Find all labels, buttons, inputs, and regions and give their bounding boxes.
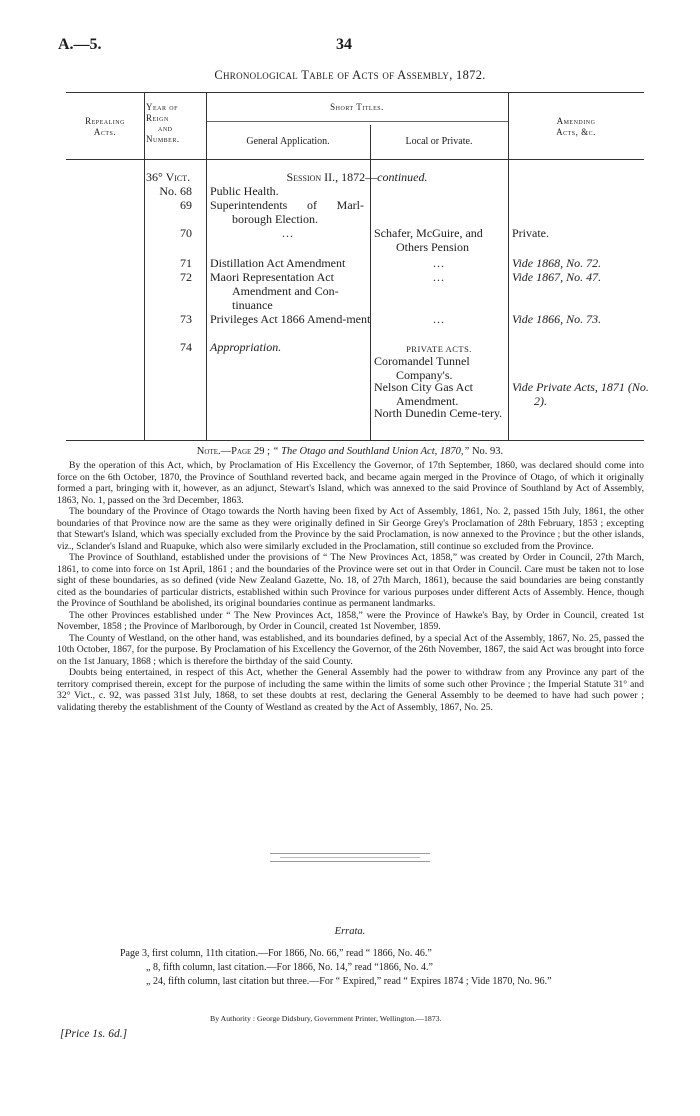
act-number: 71 <box>180 256 192 270</box>
general-title: Maori Representation Act Amendment and Con-tinuance <box>210 270 339 312</box>
table-header-rule <box>66 159 644 160</box>
note-paragraph: The County of Westland, on the other hand, was established, and its boundaries defined, by a special Act of the Assembly, 1867, No. 25, passed the 10th October, 1867, for the purpose. By Proclamation of his Excellency the Governor, of the 26th November, 1867, the said Act was brought into force on the 1st January, 1868 ; which is therefore the birthday of the said County. <box>57 632 644 667</box>
page-number: 34 <box>336 36 352 53</box>
reign-label: 36° Vict. <box>146 170 191 184</box>
page-reference: A.—5. <box>58 36 102 53</box>
col-divider-1 <box>144 92 145 440</box>
note-heading: Note.—Page 29 ; “ The Otago and Southland Union Act, 1870,” No. 93. <box>196 446 504 457</box>
table-title: Chronological Table of Acts of Assembly, 1872. <box>214 68 486 82</box>
act-number: 69 <box>180 198 192 212</box>
note-body <box>57 460 644 713</box>
section-divider <box>270 853 430 854</box>
amending-entry: Vide 1868, No. 72. <box>512 256 602 270</box>
general-title: Appropriation. <box>210 340 282 354</box>
general-title: Superintendents of Marl-borough Election. <box>210 198 364 226</box>
header-general: General Application. <box>246 136 330 147</box>
header-short-titles: Short Titles. <box>330 102 384 112</box>
table-bottom-rule <box>66 440 644 441</box>
act-number: 70 <box>180 226 192 240</box>
act-number: 73 <box>180 312 192 326</box>
printer-authority: By Authority : George Didsbury, Government Printer, Wellington.—1873. <box>210 1014 442 1023</box>
errata-heading: Errata. <box>334 926 366 937</box>
act-number: 72 <box>180 270 192 284</box>
general-title: Privileges Act 1866 Amend-ment <box>210 312 371 326</box>
private-act: North Dunedin Ceme-tery. <box>374 406 503 420</box>
errata-item: Page 3, first column, 11th citation.—For 1866, No. 66,” read “ 1866, No. 46.” <box>120 948 432 959</box>
session-heading: Session II., 1872—continued. <box>286 170 428 184</box>
general-title: Public Health. <box>210 184 279 198</box>
amending-entry: Vide 1867, No. 47. <box>512 270 602 284</box>
errata-item: „ 8, fifth column, last citation.—For 1866, No. 14,” read “1866, No. 4.” <box>146 962 433 973</box>
amending-entry: Vide Private Acts, 1871 (No. 2). <box>512 380 649 408</box>
private-acts-heading: PRIVATE ACTS. <box>406 344 472 354</box>
note-paragraph: The boundary of the Province of Otago towards the North having been fixed by Act of Assembly, 1861, No. 2, passed 15th July, 1861, the other boundaries of that Province now are the same as they were originally defined in Sir George Grey's Proclamation of 28th February, 1853 ; excepting that Stewart's Island, which was specially excluded from the Province by the said Proclamation, is now annexed to the Province ; but the other islands, viz., Sclander's Island and Ruapuke, which also were similarly excluded in the Proclamation, still continue so excluded from the Province. <box>57 506 644 552</box>
private-act: Nelson City Gas Act Amendment. <box>374 380 473 408</box>
amending-entry: Private. <box>512 226 549 240</box>
act-number: 74 <box>180 340 192 354</box>
local-title: ... <box>433 256 445 270</box>
header-local: Local or Private. <box>405 136 473 147</box>
act-number: No. 68 <box>159 184 192 198</box>
local-title: ... <box>433 270 445 284</box>
private-act: Coromandel Tunnel Company's. <box>374 354 470 382</box>
general-title: Distillation Act Amendment <box>210 256 346 270</box>
table-top-rule <box>66 92 644 93</box>
header-year: Year of Reign and Number. <box>146 102 180 144</box>
note-paragraph: By the operation of this Act, which, by Proclamation of His Excellency the Governor, of 17th September, 1860, was declared should come into force on the 6th October, 1870, the Province of Southland reverted back, and became again merged in the Province of Otago, of which it originally formed a part, bringing with it, however, as an adjunct, Stewart's Island, which was annexed to the said Province of Southland by Act of Assembly, 1863, No. 1, passed on the 3rd December, 1863. <box>57 460 644 506</box>
short-titles-subrule <box>206 121 508 122</box>
errata-item: „ 24, fifth column, last citation but three.—For “ Expired,” read “ Expires 1874 ; Vide 1870, No. 96.” <box>146 976 552 987</box>
section-divider <box>280 857 420 858</box>
note-paragraph: The Province of Southland, established under the provisions of “ The New Provinces Act, 1858,” was created by Order in Council, 27th March, 1861, to come into force on 1st April, 1861 ; and the boundaries of the Province were set out in that Order in Council. Care must be taken not to lose sight of these boundaries, as so defined (vide New Zealand Gazette, No. 18, of 27th March, 1861), because the said boundaries are being constantly cited as the boundaries of particular districts, established within such Province for various purposes under different Acts of Assembly. Hence, though the Province of Southland be abolished, its original boundaries continue as permanent landmarks. <box>57 552 644 609</box>
note-paragraph: Doubts being entertained, in respect of this Act, whether the General Assembly had the power to withdraw from any Province any part of the territory comprised therein, except for the purpose of including the same within the limits of some such other Province ; the Imperial Statute 31° and 32° Vict., c. 92, was passed 31st July, 1868, to set these doubts at rest, declaring the General Assembly to be deemed to have had such power ; validating thereby the establishment of the County of Westland as created by the Act of Assembly, 1867, No. 25. <box>57 667 644 713</box>
amending-entry: Vide 1866, No. 73. <box>512 312 602 326</box>
general-title: ... <box>282 226 294 240</box>
price-label: [Price 1s. 6d.] <box>60 1028 128 1040</box>
local-title: ... <box>433 312 445 326</box>
local-title: Schafer, McGuire, and Others Pension <box>374 226 483 254</box>
note-paragraph: The other Provinces established under “ The New Provinces Act, 1858,” were the Province of Hawke's Bay, by Order in Council, created 1st November, 1858 ; the Province of Marlborough, by Order in Council, created 1st November, 1859. <box>57 609 644 632</box>
header-repealing: Repealing Acts. <box>85 116 125 137</box>
section-divider <box>270 861 430 862</box>
header-amending: Amending Acts, &c. <box>556 116 596 137</box>
